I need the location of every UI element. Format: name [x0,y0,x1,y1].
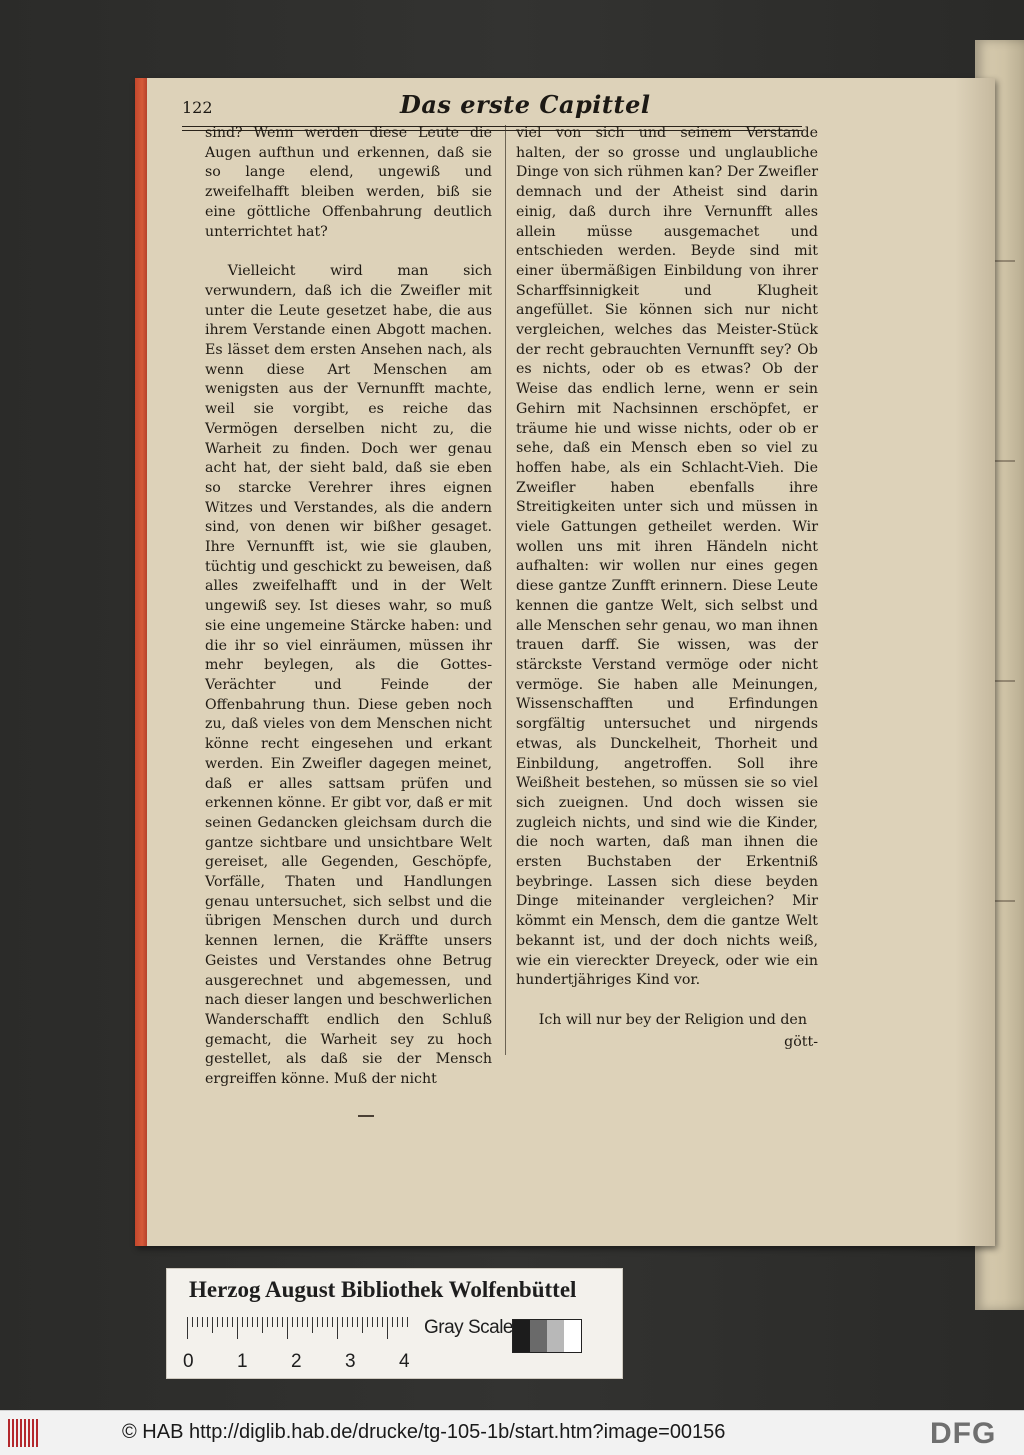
ruler-tick [212,1317,213,1333]
gray-scale-swatches [512,1319,582,1353]
ruler-tick [197,1317,198,1327]
footer-bar [0,1410,1024,1455]
ruler-tick [312,1317,313,1333]
gray-swatch [530,1320,547,1352]
ruler-tick [232,1317,233,1327]
ruler-tick [322,1317,323,1327]
gray-swatch [547,1320,564,1352]
ruler-label: 3 [345,1351,356,1372]
right-column [516,124,818,1052]
ruler-tick [257,1317,258,1327]
left-column [205,124,492,1090]
ruler-tick [237,1317,238,1339]
ruler-tick [377,1317,378,1327]
page-mark [358,1115,374,1117]
ruler-tick [202,1317,203,1327]
red-page-edge [135,78,147,1246]
ruler-tick [407,1317,408,1327]
ruler [187,1315,407,1343]
ruler-tick [367,1317,368,1327]
ruler-label: 1 [237,1351,248,1372]
ruler-tick [347,1317,348,1327]
gutter-shade [955,78,995,1246]
ruler-tick [392,1317,393,1327]
ruler-tick [342,1317,343,1327]
right-paragraph-1: viel von sich und seinem Verstande halten, der so grosse und unglaubliche Dinge von sich rühmen kan? Der Zweifler demnach und der Atheist sind darin einig, daß durch ihre Vernunfft alles allein müsse ausgemachet und entschieden werden. Beyde sind mit einer übermäßigen Einbildung von ihrer Scharffsinnigkeit und Klugheit angefüllet. Sie können sich nur nicht vergleichen, welches das Meister-Stück der recht gebrauchten Vernunfft sey? Ob es nichts, oder ob es etwas? Ob der Weise das endlich lerne, wenn er sein Gehirn mit Nachsinnen erschöpfet, er träume hie und wisse nichts, oder ob er sehe, daß ein Mensch eben so viel zu hoffen habe, als ein Schlacht-Vieh. Die Zweifler haben ebenfalls ihre Streitigkeiten unter sich und müssen in viele Gattungen getheilet werden. Wir wollen uns mit ihren Händeln nicht aufhalten: wir wollen nur eines gegen diese gantze Zunfft erinnern. Diese Leute kennen die gantze Welt, sich selbst und alle Menschen sehr genau, wo man ihnen trauen darff. Sie wissen, was der stärckste Verstand vermöge oder nicht vermöge. Sie haben alle Meinungen, Wissenschafften und Erfindungen sorgfältig untersuchet und nirgends etwas, als Dunckelheit, Thorheit und Einbildung, angetroffen. Soll ihre Weißheit bestehen, so müssen sie so viel sich zueignen. Und doch wissen sie zugleich nichts, und sind wie die Kinder, die noch warten, daß man ihnen die ersten Buchstaben der Erkentniß beybringe. Lassen sich diese beyden Dinge miteinander vergleichen? Mir kömmt ein Mensch, dem die gantze Welt bekannt ist, und der doch nichts weiß, wie ein viereckter Dreyeck, oder wie ein hundertjähriges Kind vor. [516,125,818,989]
ruler-tick [277,1317,278,1327]
ruler-tick [207,1317,208,1327]
ruler-tick [192,1317,193,1327]
ruler-tick [187,1317,188,1339]
ruler-tick [217,1317,218,1327]
ruler-tick [317,1317,318,1327]
ruler-tick [372,1317,373,1327]
catchword: gött- [784,1033,818,1050]
ruler-tick [337,1317,338,1339]
page-number: 122 [182,98,213,117]
ruler-tick [327,1317,328,1327]
ruler-tick [402,1317,403,1327]
ruler-tick [272,1317,273,1327]
ruler-tick [352,1317,353,1327]
ruler-tick [382,1317,383,1327]
ruler-tick [297,1317,298,1327]
column-divider [505,125,506,1055]
dfg-logo: DFG [930,1417,997,1450]
ruler-tick [267,1317,268,1327]
ruler-tick [362,1317,363,1333]
ruler-tick [357,1317,358,1327]
running-title: Das erste Capittel [400,90,651,119]
ruler-tick [262,1317,263,1333]
gray-swatch [513,1320,530,1352]
ruler-tick [332,1317,333,1327]
ruler-tick [397,1317,398,1327]
ruler-tick [307,1317,308,1327]
ruler-tick [302,1317,303,1327]
ruler-labels [183,1351,433,1373]
ruler-label: 4 [399,1351,410,1372]
ruler-tick [387,1317,388,1339]
ruler-tick [292,1317,293,1327]
card-title: Herzog August Bibliothek Wolfenbüttel [189,1277,577,1302]
ruler-tick [252,1317,253,1327]
ruler-tick [282,1317,283,1327]
ruler-label: 2 [291,1351,302,1372]
ruler-tick [242,1317,243,1327]
footer-source-link[interactable]: © HAB http://diglib.hab.de/drucke/tg-105-1b/start.htm?image=00156 [122,1421,726,1443]
ruler-tick [287,1317,288,1339]
left-paragraph-2: Vielleicht wird man sich verwundern, daß ich die Zweifler mit unter die Leute gesetzet habe, die aus ihrem Verstande einen Abgott machen. Es lässet dem ersten Ansehen nach, als wenn diese Art Menschen am wenigsten aus der Vernunfft machte, weil sie vorgibt, es reiche das Vermögen derselben nicht zu, die Warheit zu finden. Doch wer genau acht hat, der sieht bald, daß sie eben so starcke Verehrer ihres eignen Witzes und Verstandes, als die andern sind, von denen wir bißher gesaget. Ihre Vernunfft ist, wie sie glauben, tüchtig und geschickt zu beweisen, daß alles zweifelhafft und in der Welt ungewiß sey. Ist dieses wahr, so muß sie eine ungemeine Stärcke haben: und die ihr so viel einräumen, müssen ihr mehr beylegen, als die Gottes-Verächter und Feinde der Offenbahrung thun. Diese geben noch zu, daß vieles von dem Menschen nicht könne recht eingesehen und erkant werden. Ein Zweifler dagegen meinet, daß er alles sattsam prüfen und erkennen könne. Er gibt vor, daß er mit seinen Gedancken gleichsam durch die gantze sichtbare und unsichtbare Welt gereiset, alle Gegenden, Geschöpfe, Vorfälle, Thaten und Handlungen genau untersuchet, sich selbst und die übrigen Menschen durch und durch kennen lernen, die Kräffte unsers Geistes und Verstandes ohne Betrug ausgerechnet und abgemessen, und nach dieser langen und beschwerlichen Wanderschafft endlich den Schluß gemacht, die Warheit sey zu hoch gestellet, als daß sie der Mensch ergreiffen könne. Muß der nicht [205,263,492,1088]
ruler-tick [247,1317,248,1327]
left-paragraph-1: sind? Wenn werden diese Leute die Augen aufthun und erkennen, daß sie so lange elend, ungewiß und zweifelhafft bleiben werden, biß sie eine göttliche Offenbahrung deutlich unterrichtet hat? [205,125,492,240]
gray-swatch [564,1320,581,1352]
gray-scale-label: Gray Scale [424,1317,513,1338]
ruler-label: 0 [183,1351,194,1372]
ruler-tick [227,1317,228,1327]
running-head [182,90,802,126]
ruler-tick [222,1317,223,1327]
hab-logo-icon [8,1419,44,1447]
right-paragraph-2: Ich will nur bey der Religion und den [538,1011,807,1028]
calibration-card [166,1268,623,1379]
